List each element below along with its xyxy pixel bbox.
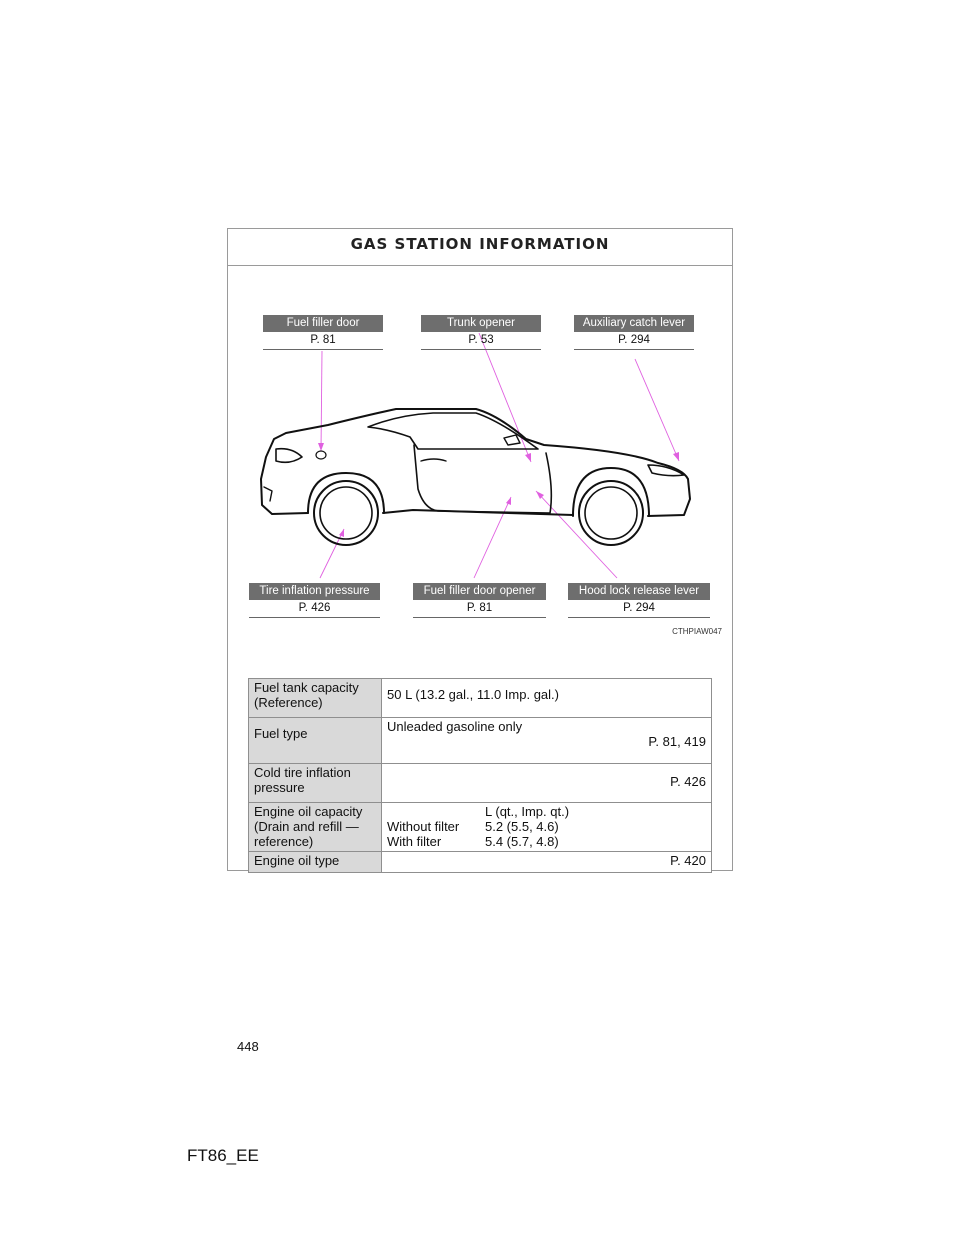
row-label: Engine oil capacity (Drain and refill — reference) [249, 803, 382, 852]
with-filter-label: With filter [387, 834, 442, 849]
car-outline [261, 409, 690, 516]
oil-capacity-grid [387, 804, 706, 849]
gas-station-info-panel [227, 228, 733, 871]
fuel-info-table [248, 678, 712, 873]
callout-page-ref: P. 294 [568, 600, 710, 618]
callout-page-ref: P. 81 [263, 332, 383, 350]
row-value [382, 803, 712, 852]
image-code: CTHPIAW047 [672, 627, 722, 636]
table-row [249, 803, 712, 852]
fuel-type-page-ref: P. 81, 419 [648, 734, 706, 749]
callout-auxiliary-catch-lever [574, 315, 694, 350]
panel-title: GAS STATION INFORMATION [228, 229, 732, 266]
callout-tire-inflation-pressure [249, 583, 380, 618]
callout-label: Fuel filler door opener [413, 583, 546, 600]
table-row [249, 718, 712, 764]
without-filter-value: 5.2 (5.5, 4.6) [485, 819, 559, 834]
callout-label: Trunk opener [421, 315, 541, 332]
callout-label: Hood lock release lever [568, 583, 710, 600]
fuel-type-value: Unleaded gasoline only [387, 719, 523, 734]
row-value: 50 L (13.2 gal., 11.0 Imp. gal.) [382, 679, 712, 718]
row-value [382, 718, 712, 764]
table-row [249, 764, 712, 803]
row-label: Cold tire inflation pressure [249, 764, 382, 803]
table-row [249, 679, 712, 718]
callout-page-ref: P. 53 [421, 332, 541, 350]
callout-page-ref: P. 426 [249, 600, 380, 618]
row-label: Fuel type [249, 718, 382, 764]
table-row [249, 852, 712, 873]
document-code: FT86_EE [187, 1146, 259, 1165]
with-filter-value: 5.4 (5.7, 4.8) [485, 834, 559, 849]
leader-arrowheads [318, 443, 679, 537]
page-number: 448 [237, 1039, 259, 1054]
row-value: P. 426 [382, 764, 712, 803]
callout-trunk-opener [421, 315, 541, 350]
without-filter-label: Without filter [387, 819, 460, 834]
row-label: Fuel tank capacity (Reference) [249, 679, 382, 718]
callout-hood-lock-release-lever [568, 583, 710, 618]
callout-label: Fuel filler door [263, 315, 383, 332]
callout-fuel-filler-door [263, 315, 383, 350]
row-label: Engine oil type [249, 852, 382, 873]
callout-page-ref: P. 81 [413, 600, 546, 618]
oil-unit-header: L (qt., Imp. qt.) [485, 804, 570, 819]
row-value: P. 420 [382, 852, 712, 873]
callout-page-ref: P. 294 [574, 332, 694, 350]
callout-fuel-filler-door-opener [413, 583, 546, 618]
oil-grid-spacer [387, 804, 485, 819]
callout-label: Auxiliary catch lever [574, 315, 694, 332]
callout-label: Tire inflation pressure [249, 583, 380, 600]
